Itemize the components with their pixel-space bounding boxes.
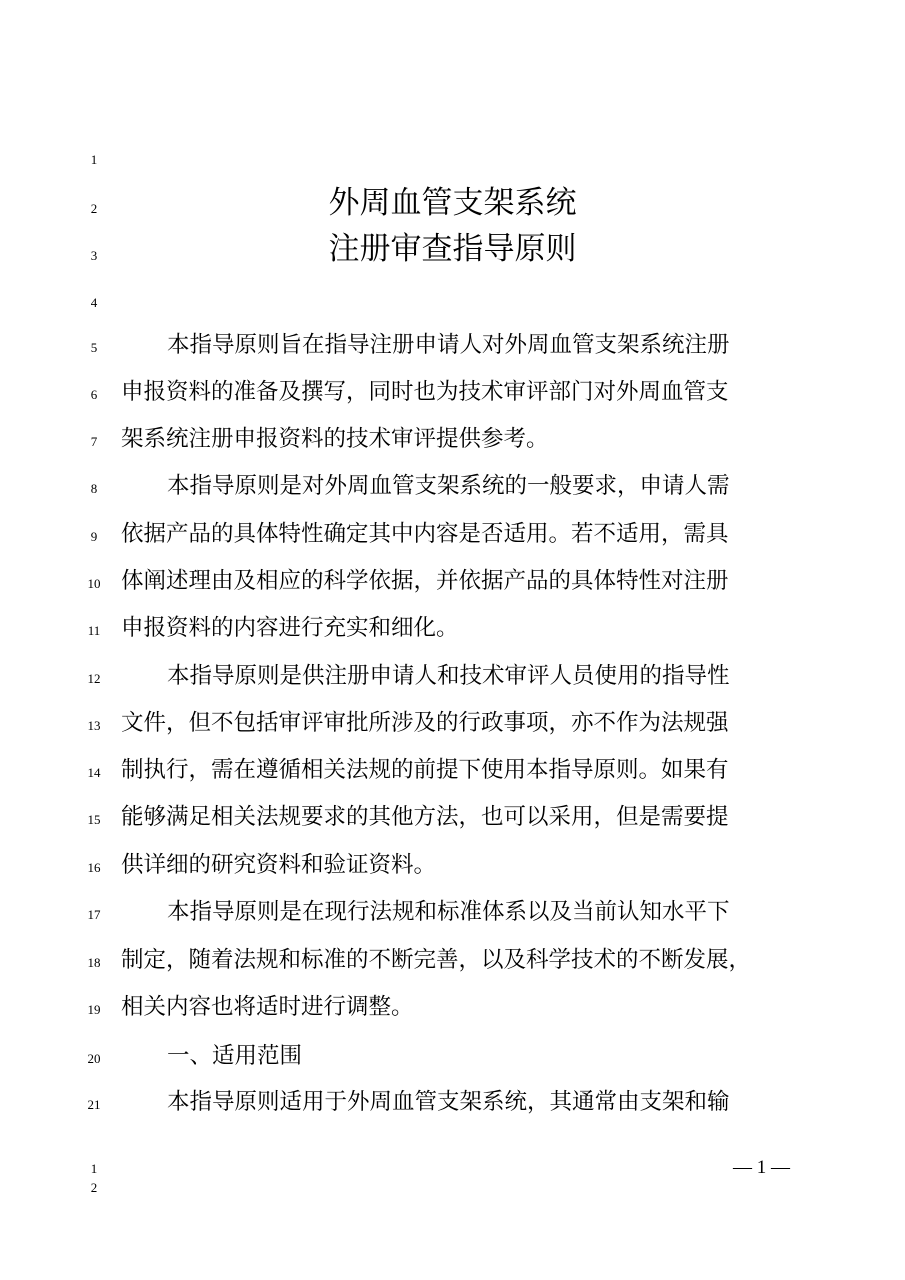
- body-text-line: 体阐述理由及相应的科学依据，并依据产品的具体特性对注册: [121, 568, 729, 594]
- body-text-line: 相关内容也将适时进行调整。: [121, 994, 414, 1020]
- line-number: 18: [87, 955, 101, 970]
- body-text-line: 本指导原则旨在指导注册申请人对外周血管支架系统注册: [167, 332, 730, 358]
- body-text-line: 供详细的研究资料和验证资料。: [121, 852, 437, 878]
- line-number: 12: [87, 671, 101, 686]
- body-text-line: 申报资料的内容进行充实和细化。: [121, 615, 459, 641]
- section-heading: 一、适用范围: [167, 1043, 303, 1069]
- body-text-line: 本指导原则是对外周血管支架系统的一般要求，申请人需: [167, 473, 730, 499]
- footer-line-number: 1: [90, 1161, 98, 1176]
- body-text-line: 本指导原则适用于外周血管支架系统，其通常由支架和输: [167, 1089, 730, 1115]
- line-number: 16: [87, 860, 101, 875]
- page-number: — 1 —: [733, 1157, 790, 1178]
- line-number: 6: [90, 387, 98, 402]
- line-number: 19: [87, 1002, 101, 1017]
- line-number: 7: [90, 434, 98, 449]
- line-number: 3: [90, 248, 98, 263]
- body-text-line: 文件，但不包括审评审批所涉及的行政事项，亦不作为法规强: [121, 710, 729, 736]
- body-text-line: 架系统注册申报资料的技术审评提供参考。: [121, 426, 549, 452]
- body-text-line: 制执行，需在遵循相关法规的前提下使用本指导原则。如果有: [121, 757, 729, 783]
- body-text-line: 申报资料的准备及撰写，同时也为技术审评部门对外周血管支: [121, 379, 729, 405]
- line-number: 17: [87, 907, 101, 922]
- body-text-line: 依据产品的具体特性确定其中内容是否适用。若不适用，需具: [121, 521, 729, 547]
- body-text-line: 能够满足相关法规要求的其他方法，也可以采用，但是需要提: [121, 804, 729, 830]
- body-text-line: 本指导原则是供注册申请人和技术审评人员使用的指导性: [167, 663, 730, 689]
- line-number: 11: [87, 623, 101, 638]
- body-text-line: 本指导原则是在现行法规和标准体系以及当前认知水平下: [167, 899, 730, 925]
- line-number: 8: [90, 481, 98, 496]
- line-number: 9: [90, 529, 98, 544]
- document-title-line-1: 外周血管支架系统: [328, 185, 577, 221]
- line-number: 15: [87, 812, 101, 827]
- line-number: 4: [90, 295, 98, 310]
- line-number: 5: [90, 340, 98, 355]
- line-number: 10: [87, 576, 101, 591]
- line-number: 21: [87, 1097, 101, 1112]
- body-text-line: 制定，随着法规和标准的不断完善，以及科学技术的不断发展，: [121, 947, 752, 973]
- document-title-line-2: 注册审查指导原则: [328, 231, 577, 267]
- line-number: 20: [87, 1051, 101, 1066]
- footer-line-number: 2: [90, 1180, 98, 1195]
- line-number: 2: [90, 201, 98, 216]
- line-number: 14: [87, 765, 101, 780]
- line-number: 13: [87, 718, 101, 733]
- line-number: 1: [90, 152, 98, 167]
